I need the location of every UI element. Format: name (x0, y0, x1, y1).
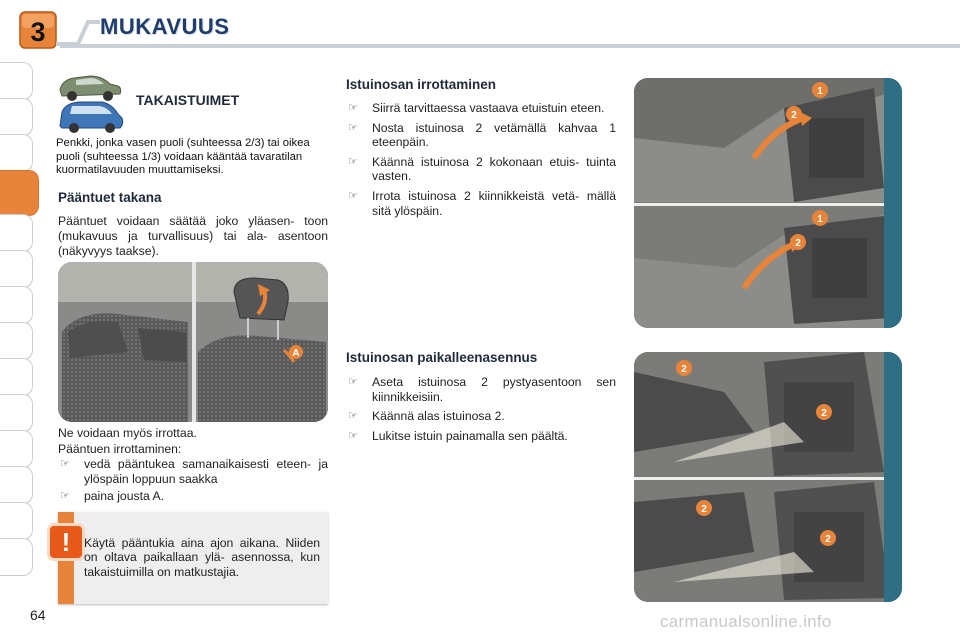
chapter-tab[interactable] (0, 322, 33, 360)
headrest-heading: Pääntuet takana (58, 190, 162, 205)
pointing-hand-icon: ☞ (348, 189, 358, 202)
svg-text:2: 2 (795, 238, 801, 249)
seat-install-steps (346, 375, 616, 448)
chapter-tab[interactable] (0, 430, 33, 468)
section-title: TAKAISTUIMET (136, 92, 240, 108)
chapter-tab[interactable] (0, 394, 33, 432)
headrest-removal-text (58, 425, 328, 504)
svg-text:2: 2 (825, 534, 831, 545)
pointing-hand-icon: ☞ (348, 121, 358, 134)
svg-text:2: 2 (681, 364, 687, 375)
chapter-tab[interactable] (0, 62, 33, 100)
list-item: ☞ Käännä alas istuinosa 2. (348, 409, 505, 424)
list-item: ☞ Lukitse istuin painamalla sen päältä. (348, 428, 568, 443)
svg-text:1: 1 (817, 214, 823, 225)
seat-removal-photo (634, 78, 902, 328)
chapter-tab[interactable] (0, 214, 33, 252)
chapter-tab[interactable] (0, 250, 33, 288)
chapter-tab[interactable] (0, 502, 33, 540)
seat-install-heading: Istuinosan paikalleenasennus (346, 350, 538, 365)
intro-text: Penkki, jonka vasen puoli (suhteessa 2/3) tai oikea puoli (suhteessa 1/3) voidaan kääntää tavaratilan kuormatilavuuden muuttamiseksi. (56, 137, 310, 176)
headrest-photo (58, 262, 328, 422)
list-item: ☞ Käännä istuinosa 2 kokonaan etuis- tuinta vasten. (348, 154, 616, 184)
svg-text:1: 1 (817, 86, 823, 97)
seat-removal-steps (346, 101, 616, 223)
hatchback-car-icon (60, 76, 121, 101)
chapter-tab[interactable] (0, 286, 33, 324)
pointing-hand-icon: ☞ (348, 376, 358, 388)
seat-removal-heading: Istuinosan irrottaminen (346, 77, 497, 92)
exclamation-icon: ! (50, 526, 82, 558)
chapter-tabs (0, 62, 34, 582)
headrest-text: Pääntuet voidaan säätää joko yläasen- toon (mukavuus ja turvallisuus) tai ala- asentoon (näkyvyys taakse). (58, 214, 328, 258)
svg-text:3: 3 (30, 17, 46, 47)
list-item: ☞ Siirrä tarvittaessa vastaava etuistuin eteen. (348, 101, 605, 115)
chapter-title: MUKAVUUS (100, 14, 230, 39)
chapter-tab-active[interactable] (0, 170, 39, 216)
pointing-hand-icon: ☞ (348, 155, 358, 168)
svg-text:2: 2 (821, 408, 827, 419)
list-item: ☞ Nosta istuinosa 2 vetämällä kahvaa 1 eteenpäin. (348, 120, 616, 150)
pointing-hand-icon: ☞ (60, 490, 70, 503)
chapter-number-badge (18, 10, 58, 50)
removal-note: Ne voidaan myös irrottaa. (58, 426, 197, 440)
car-models-icon (56, 66, 126, 136)
svg-text:2: 2 (791, 110, 797, 121)
mpv-car-icon (60, 102, 123, 133)
chapter-tab[interactable] (0, 358, 33, 396)
watermark: carmanualsonline.info (660, 612, 832, 631)
warning-text: Käytä pääntukia aina ajon aikana. Niiden on oltava paikallaan ylä- asennossa, kun takaistuimilla on matkustajia. (84, 536, 320, 579)
list-item: ☞ Aseta istuinosa 2 pystyasentoon sen kiinnikkeisiin. (348, 375, 616, 404)
list-item: ☞ vedä pääntukea samanaikaisesti eteen- ja ylöspäin loppuun saakka (60, 457, 328, 486)
svg-text:2: 2 (701, 504, 707, 515)
header-rule (60, 44, 960, 48)
seat-install-photo (634, 352, 902, 602)
svg-text:A: A (292, 348, 300, 359)
chapter-tab[interactable] (0, 538, 33, 576)
list-item: ☞ paina jousta A. (60, 489, 164, 504)
pointing-hand-icon: ☞ (348, 410, 358, 423)
pointing-hand-icon: ☞ (60, 458, 70, 470)
removal-intro: Pääntuen irrottaminen: (58, 442, 182, 456)
page-number: 64 (30, 607, 46, 623)
pointing-hand-icon: ☞ (348, 429, 358, 442)
chapter-tab[interactable] (0, 134, 33, 172)
chapter-tab[interactable] (0, 466, 33, 504)
pointing-hand-icon: ☞ (348, 102, 358, 114)
list-item: ☞ Irrota istuinosa 2 kiinnikkeistä vetä- mällä sitä ylöspäin. (348, 188, 616, 218)
chapter-tab[interactable] (0, 98, 33, 136)
